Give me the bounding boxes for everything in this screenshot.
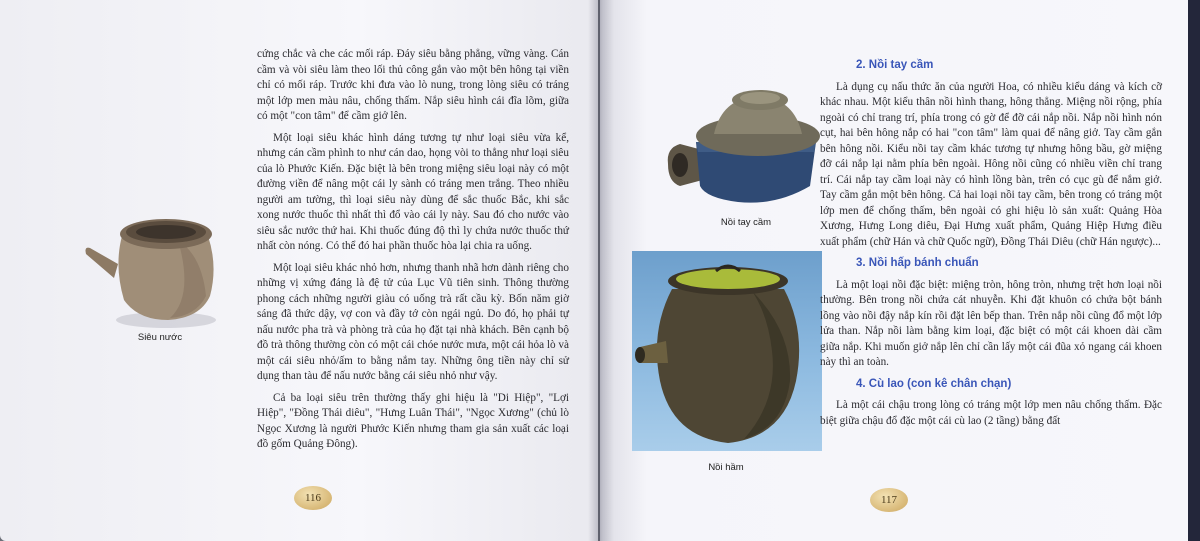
caption-noi-ham: Nồi hầm bbox=[708, 462, 744, 473]
page-number-right: 117 bbox=[870, 488, 908, 512]
left-paragraph-4: Cả ba loại siêu trên thường thấy ghi hiệu là "Di Hiệp", "Lợi Hiệp", "Đồng Thái diêu", "Hưng Luân Thái", "Ngọc Xương" (chủ lò Ngọc Xương là người Phước Kiến nhưng tham gia sản xuất các loại đồ gốm Quảng Đông). bbox=[257, 391, 569, 450]
right-paragraph-2: Là một loại nồi đặc biệt: miệng tròn, hông tròn, nhưng trệt hơn loại nồi thường. Bên trong nồi chứa cát nhuyễn. Khi đặt khuôn có chứa bột bánh lồng vào nồi đậy nắp kín rồi đặt lên bếp than. Trên nắp nồi cũng đổ một lớp lửa than. Nắp nồi làm bằng kim loại, đặc biệt có một cái khoen dài cầm giữa nắp. Khi muốn giở nắp lên chỉ cần lấy một cái đũa xỏ ngang cái khoen này thì an toàn. bbox=[820, 278, 1162, 368]
caption-sieu-nuoc: Siêu nước bbox=[137, 332, 183, 343]
left-paragraph-1: cứng chắc và che các mối ráp. Đáy siêu bằng phẳng, vững vàng. Cán cầm và vòi siêu làm theo lối thủ công gắn vào một bên hông tại viền chỉ có mối ráp. Trước khi đưa vào lò nung, trong lòng siêu có tráng một lớp men màu nâu, chống thấm. Nắp siêu hình cái đĩa lõm, giữa có một "con tâm" để cầm giở lên. bbox=[257, 48, 569, 122]
noi-tay-cam-photo bbox=[666, 78, 826, 210]
page-number-left: 116 bbox=[294, 486, 332, 510]
heading-cu-lao: 4. Cù lao (con kê chân chạn) bbox=[856, 377, 1012, 390]
heading-noi-tay-cam: 2. Nồi tay cầm bbox=[856, 59, 934, 71]
left-paragraph-2: Một loại siêu khác hình dáng tương tự như loại siêu vừa kể, nhưng cán cầm phình to như cán dao, họng vòi to thẳng như loại siêu của lò Phước Kiến. Đặc biệt là bên trong miệng siêu loại này có một đường viền để nâng một cái ly sành có tráng men trắng. Theo nhiều người am tường, thì loại siêu này dùng để sắc thuốc Bắc, khi sắc xong nước thuốc thì nhất thì đổ vào cái ly này. Sau đó cho nước vào siêu sắc nước thứ hai. Khi thuốc đúng độ thì ly chứa nước thuốc thứ nhất còn nóng. Có thể đó hai phần thuốc hòa lại chia ra uống. bbox=[257, 131, 569, 252]
left-paragraph-3: Một loại siêu khác nhỏ hơn, nhưng thanh nhã hơn dành riêng cho những vị xứng đáng là đệ tử của Lục Vũ tiên sinh. Thông thường phong cách những người giàu có uống trà rất cầu kỳ. Bốn năm giờ sáng đã thức dậy, vợ con và đầy tớ còn ngái ngủ. Do đó, họ phải tự nấu nước pha trà và phòng trà của họ đặt tại nhà khách. Bên cạnh bộ đồ trà thông thường còn có một cái chóe nước mưa, một cái hỏa lò và một cái siêu nhỏ/ấm to bằng nắm tay. Những ông tiền này chỉ sử dụng than tàu để nấu nước bằng cái siêu nhỏ như vậy. bbox=[257, 261, 569, 382]
right-body-text bbox=[820, 58, 1162, 435]
right-paragraph-3: Là một cái chậu trong lòng có tráng một lớp men nâu chống thấm. Đặc biệt giữa chậu đổ đặc một cái cù lao (2 tầng) bằng đất bbox=[820, 399, 1162, 427]
noi-ham-photo-frame bbox=[632, 251, 822, 451]
left-page bbox=[0, 0, 598, 541]
right-paragraph-1: Là dụng cụ nấu thức ăn của người Hoa, có nhiều kiểu dáng và kích cỡ khác nhau. Một kiểu thân nồi hình thang, hông thẳng. Miệng nồi rộng, phía ngoài có chỉ trang trí, phía trong có gờ để đỡ cái nắp nồi. Nắp nồi hình nón cụt, hai bên hông nắp có hai "con tâm" làm quai để nâng giở. Tay cầm gắn bên hông nồi. Kiểu nồi tay cầm khác tương tự nhưng hông bầu, gờ miệng đỡ cái nắp lại nằm phía bên ngoài. Hông nồi cũng có nhiều viền chỉ trang trí. Cái nắp tay cầm loại này có hình lồng bàn, trên có cục gù để nắm giở. Tay cầm gắn một bên hông. Cả hai loại nồi tay cầm, bên trong có tráng một lớp men để chống thấm, bên ngoài có ghi hiệu lò sản xuất: Quảng Hòa Xương, Hưng Long diêu, Đại Hưng xuất phẩm, Quảng Hiệp Hưng điều xuất phẩm (chữ Hán và chữ Quốc ngữ), Đồng Thái Diêu (chữ Hán ngược)... bbox=[820, 80, 1162, 248]
book-edge bbox=[1188, 0, 1200, 541]
book-gutter bbox=[588, 0, 614, 541]
heading-noi-hap-banh: 3. Nồi hấp bánh chuẩn bbox=[856, 257, 979, 269]
noi-ham-photo bbox=[632, 251, 822, 451]
left-body-text bbox=[257, 47, 569, 459]
sieu-nuoc-photo bbox=[78, 196, 228, 334]
caption-noi-tay-cam: Nồi tay cầm bbox=[720, 217, 772, 228]
